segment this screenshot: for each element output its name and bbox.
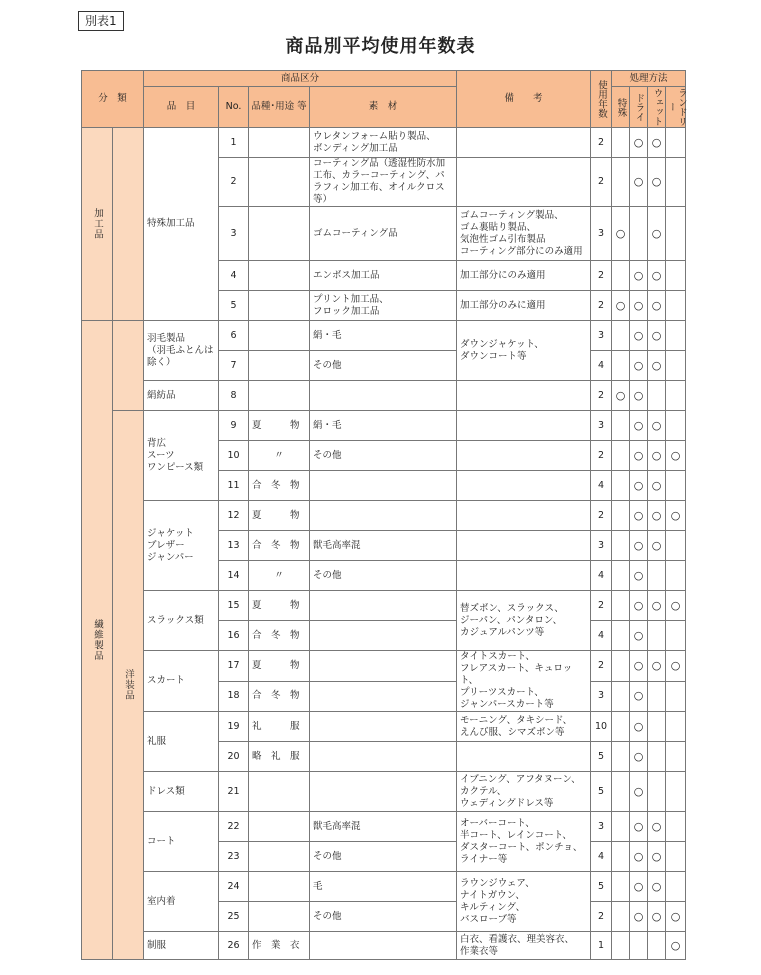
mark-laundry [666, 842, 686, 872]
number-cell: 26 [219, 932, 249, 960]
variety-cell [249, 128, 310, 158]
number-cell: 16 [219, 621, 249, 651]
remarks-cell: ゴムコーティング製品、 ゴム裏貼り製品、 気泡性ゴム引布製品 コーティング部分にのみ適用 [457, 207, 591, 261]
years-cell: 5 [591, 872, 612, 902]
remarks-cell: 替ズボン、スラックス、 ジーパン、パンタロン、 カジュアルパンツ等 [457, 591, 591, 651]
header-wet-label: ウェット [651, 88, 663, 126]
mark-dry: ○ [630, 321, 648, 351]
variety-cell: 夏 物 [249, 591, 310, 621]
table-row [82, 591, 686, 621]
mark-dry: ○ [630, 351, 648, 381]
mark-wet: ○ [648, 261, 666, 291]
years-cell: 3 [591, 681, 612, 712]
mark-dry: ○ [630, 411, 648, 441]
material-cell: ウレタンフォーム貼り製品、 ボンディング加工品 [310, 128, 457, 158]
mark-laundry [666, 291, 686, 321]
mark-dry: ○ [630, 742, 648, 772]
mark-dry: ○ [630, 501, 648, 531]
variety-cell: 〃 [249, 561, 310, 591]
number-cell: 18 [219, 681, 249, 712]
mark-wet [648, 932, 666, 960]
variety-cell: 作 業 衣 [249, 932, 310, 960]
years-cell: 5 [591, 772, 612, 812]
mark-special [612, 441, 630, 471]
mark-special: ○ [612, 207, 630, 261]
material-cell: ゴムコーティング品 [310, 207, 457, 261]
remarks-cell: 白衣、看護衣、理美容衣、 作業衣等 [457, 932, 591, 960]
variety-cell [249, 381, 310, 411]
number-cell: 22 [219, 812, 249, 842]
remarks-cell [457, 381, 591, 411]
years-cell: 2 [591, 291, 612, 321]
mark-dry: ○ [630, 842, 648, 872]
mark-dry: ○ [630, 812, 648, 842]
mark-wet [648, 772, 666, 812]
category-label: 加工品 [92, 208, 103, 240]
years-cell: 5 [591, 742, 612, 772]
header-material: 素 材 [310, 87, 457, 128]
material-cell [310, 651, 457, 682]
mark-dry: ○ [630, 128, 648, 158]
table-row [82, 712, 686, 742]
mark-laundry [666, 812, 686, 842]
mark-wet: ○ [648, 842, 666, 872]
mark-wet: ○ [648, 872, 666, 902]
years-cell: 4 [591, 621, 612, 651]
mark-special [612, 501, 630, 531]
material-cell: 絹・毛 [310, 411, 457, 441]
mark-special [612, 842, 630, 872]
number-cell: 10 [219, 441, 249, 471]
remarks-cell [457, 128, 591, 158]
remarks-cell [457, 531, 591, 561]
mark-special [612, 651, 630, 682]
header-dry [630, 87, 648, 128]
years-cell: 2 [591, 591, 612, 621]
mark-special [612, 872, 630, 902]
header-product-division: 商品区分 [144, 71, 457, 87]
mark-laundry [666, 712, 686, 742]
mark-wet: ○ [648, 207, 666, 261]
mark-laundry: ○ [666, 651, 686, 682]
years-cell: 2 [591, 381, 612, 411]
years-cell: 3 [591, 812, 612, 842]
remarks-cell: モーニング、タキシード、 えんび服、シマズボン等 [457, 712, 591, 742]
variety-cell [249, 872, 310, 902]
mark-dry: ○ [630, 291, 648, 321]
item-cell: コート [144, 812, 219, 872]
mark-special: ○ [612, 381, 630, 411]
header-treatment: 処理方法 [612, 71, 686, 87]
variety-cell [249, 902, 310, 932]
variety-cell [249, 321, 310, 351]
number-cell: 13 [219, 531, 249, 561]
number-cell: 17 [219, 651, 249, 682]
mark-laundry [666, 207, 686, 261]
remarks-cell [457, 411, 591, 441]
material-cell: その他 [310, 842, 457, 872]
mark-wet [648, 381, 666, 411]
number-cell: 6 [219, 321, 249, 351]
mark-dry: ○ [630, 471, 648, 501]
header-remarks: 備 考 [457, 71, 591, 128]
header-years-label: 使用年数 [596, 80, 608, 118]
mark-laundry [666, 261, 686, 291]
material-cell: 毛 [310, 872, 457, 902]
mark-dry: ○ [630, 902, 648, 932]
mark-dry: ○ [630, 591, 648, 621]
variety-cell [249, 351, 310, 381]
table-row [82, 812, 686, 842]
item-cell: 制服 [144, 932, 219, 960]
material-cell: プリント加工品、 フロック加工品 [310, 291, 457, 321]
mark-wet: ○ [648, 128, 666, 158]
item-cell: 特殊加工品 [144, 128, 219, 321]
variety-cell: 夏 物 [249, 411, 310, 441]
header-classification: 分 類 [82, 71, 144, 128]
item-cell: 礼服 [144, 712, 219, 772]
mark-special [612, 812, 630, 842]
table-row [82, 872, 686, 902]
material-cell [310, 772, 457, 812]
number-cell: 15 [219, 591, 249, 621]
item-cell: スカート [144, 651, 219, 712]
material-cell: 絹・毛 [310, 321, 457, 351]
mark-wet: ○ [648, 411, 666, 441]
number-cell: 1 [219, 128, 249, 158]
table-body [82, 128, 686, 960]
mark-dry: ○ [630, 531, 648, 561]
mark-laundry: ○ [666, 932, 686, 960]
number-cell: 19 [219, 712, 249, 742]
mark-special [612, 158, 630, 207]
mark-dry: ○ [630, 381, 648, 411]
mark-wet [648, 621, 666, 651]
mark-wet [648, 681, 666, 712]
mark-laundry [666, 531, 686, 561]
average-usage-years-table [81, 70, 686, 960]
remarks-cell: イブニング、アフタヌーン、 カクテル、 ウェディングドレス等 [457, 772, 591, 812]
number-cell: 14 [219, 561, 249, 591]
remarks-cell [457, 742, 591, 772]
mark-wet: ○ [648, 291, 666, 321]
mark-special [612, 351, 630, 381]
mark-wet: ○ [648, 471, 666, 501]
mark-laundry [666, 471, 686, 501]
mark-special [612, 712, 630, 742]
mark-laundry [666, 158, 686, 207]
mark-special: ○ [612, 291, 630, 321]
number-cell: 21 [219, 772, 249, 812]
years-cell: 3 [591, 207, 612, 261]
mark-dry: ○ [630, 712, 648, 742]
years-cell: 2 [591, 501, 612, 531]
years-cell: 4 [591, 471, 612, 501]
item-cell: スラックス類 [144, 591, 219, 651]
mark-special [612, 902, 630, 932]
header-dry-label: ドライ [633, 92, 645, 122]
mark-wet: ○ [648, 501, 666, 531]
header-wet [648, 87, 666, 128]
variety-cell: 合 冬 物 [249, 681, 310, 712]
variety-cell [249, 207, 310, 261]
number-cell: 2 [219, 158, 249, 207]
mark-special [612, 681, 630, 712]
material-cell: コーティング品（透湿性防水加工布、カラーコーティング、パラフィン加工布、オイルクロス等） [310, 158, 457, 207]
variety-cell [249, 158, 310, 207]
years-cell: 2 [591, 441, 612, 471]
years-cell: 4 [591, 351, 612, 381]
header-special [612, 87, 630, 128]
material-cell: その他 [310, 351, 457, 381]
variety-cell: 夏 物 [249, 501, 310, 531]
years-cell: 3 [591, 321, 612, 351]
variety-cell [249, 842, 310, 872]
category-cell-cat2 [113, 321, 144, 411]
remarks-cell: ダウンジャケット、 ダウンコート等 [457, 321, 591, 381]
header-no: No. [219, 87, 249, 128]
header-special-label: 特殊 [615, 97, 627, 117]
mark-dry: ○ [630, 681, 648, 712]
remarks-cell [457, 561, 591, 591]
mark-laundry [666, 351, 686, 381]
material-cell: その他 [310, 902, 457, 932]
mark-laundry [666, 742, 686, 772]
header-variety: 品種･用途 等 [249, 87, 310, 128]
mark-laundry [666, 411, 686, 441]
remarks-cell: 加工部分にのみ適用 [457, 261, 591, 291]
mark-wet: ○ [648, 351, 666, 381]
material-cell [310, 712, 457, 742]
material-cell: その他 [310, 441, 457, 471]
category-label: 繊維製品 [92, 619, 103, 661]
number-cell: 12 [219, 501, 249, 531]
page-title: 商品別平均使用年数表 [285, 36, 476, 57]
material-cell [310, 381, 457, 411]
number-cell: 5 [219, 291, 249, 321]
table-row [82, 321, 686, 351]
variety-cell: 合 冬 物 [249, 621, 310, 651]
table-row [82, 501, 686, 531]
number-cell: 24 [219, 872, 249, 902]
years-cell: 2 [591, 158, 612, 207]
mark-laundry: ○ [666, 501, 686, 531]
years-cell: 2 [591, 902, 612, 932]
header-laundry [666, 87, 686, 128]
mark-dry: ○ [630, 158, 648, 207]
mark-dry [630, 932, 648, 960]
header-item: 品 目 [144, 87, 219, 128]
mark-dry: ○ [630, 651, 648, 682]
years-cell: 4 [591, 561, 612, 591]
mark-special [612, 561, 630, 591]
years-cell: 4 [591, 842, 612, 872]
mark-dry: ○ [630, 772, 648, 812]
mark-special [612, 411, 630, 441]
variety-cell: 略 礼 服 [249, 742, 310, 772]
mark-wet: ○ [648, 902, 666, 932]
years-cell: 3 [591, 411, 612, 441]
variety-cell [249, 261, 310, 291]
mark-laundry [666, 321, 686, 351]
mark-laundry: ○ [666, 441, 686, 471]
mark-laundry [666, 128, 686, 158]
years-cell: 10 [591, 712, 612, 742]
number-cell: 8 [219, 381, 249, 411]
header-years [591, 71, 612, 128]
remarks-cell: オーバーコート、 半コート、レインコート、 ダスターコート、ポンチョ、 ライナー等 [457, 812, 591, 872]
mark-dry: ○ [630, 621, 648, 651]
years-cell: 3 [591, 531, 612, 561]
material-cell [310, 591, 457, 621]
mark-wet: ○ [648, 321, 666, 351]
mark-dry: ○ [630, 872, 648, 902]
remarks-cell [457, 158, 591, 207]
mark-wet: ○ [648, 591, 666, 621]
years-cell: 2 [591, 128, 612, 158]
mark-special [612, 621, 630, 651]
mark-laundry [666, 772, 686, 812]
material-cell: その他 [310, 561, 457, 591]
doc-tag: 別表1 [78, 11, 124, 31]
mark-wet: ○ [648, 158, 666, 207]
mark-special [612, 321, 630, 351]
number-cell: 4 [219, 261, 249, 291]
variety-cell [249, 812, 310, 842]
material-cell [310, 681, 457, 712]
mark-wet [648, 712, 666, 742]
material-cell: 獣毛高率混 [310, 531, 457, 561]
mark-special [612, 261, 630, 291]
number-cell: 3 [219, 207, 249, 261]
mark-laundry: ○ [666, 591, 686, 621]
remarks-cell [457, 471, 591, 501]
mark-laundry [666, 621, 686, 651]
mark-special [612, 742, 630, 772]
years-cell: 1 [591, 932, 612, 960]
item-cell: ドレス類 [144, 772, 219, 812]
mark-special [612, 471, 630, 501]
category-label: 洋装品 [123, 669, 134, 701]
variety-cell [249, 291, 310, 321]
mark-dry [630, 207, 648, 261]
material-cell [310, 471, 457, 501]
table-row [82, 128, 686, 158]
variety-cell: 〃 [249, 441, 310, 471]
table-row [82, 932, 686, 960]
number-cell: 7 [219, 351, 249, 381]
category-cell-cat1 [82, 321, 113, 960]
remarks-cell: ラウンジウェア、 ナイトガウン、 キルティング、 バスローブ等 [457, 872, 591, 932]
mark-wet: ○ [648, 531, 666, 561]
mark-special [612, 128, 630, 158]
material-cell: 獣毛高率混 [310, 812, 457, 842]
item-cell: 羽毛製品 （羽毛ふとんは 除く） [144, 321, 219, 381]
material-cell [310, 621, 457, 651]
number-cell: 20 [219, 742, 249, 772]
mark-laundry [666, 681, 686, 712]
mark-dry: ○ [630, 261, 648, 291]
item-cell: 室内着 [144, 872, 219, 932]
mark-dry: ○ [630, 561, 648, 591]
variety-cell: 礼 服 [249, 712, 310, 742]
category-cell-cat2 [113, 128, 144, 321]
mark-wet: ○ [648, 812, 666, 842]
table-row [82, 411, 686, 441]
mark-laundry [666, 872, 686, 902]
category-cell-cat1 [82, 128, 113, 321]
material-cell [310, 742, 457, 772]
table-row [82, 381, 686, 411]
table-row [82, 772, 686, 812]
mark-laundry [666, 381, 686, 411]
number-cell: 11 [219, 471, 249, 501]
material-cell [310, 501, 457, 531]
mark-special [612, 591, 630, 621]
table-row [82, 651, 686, 682]
remarks-cell [457, 441, 591, 471]
number-cell: 25 [219, 902, 249, 932]
material-cell: エンボス加工品 [310, 261, 457, 291]
mark-wet: ○ [648, 441, 666, 471]
variety-cell: 夏 物 [249, 651, 310, 682]
remarks-cell [457, 501, 591, 531]
header-laundry-label: ランドリー [666, 88, 688, 126]
years-cell: 2 [591, 651, 612, 682]
mark-special [612, 932, 630, 960]
variety-cell: 合 冬 物 [249, 471, 310, 501]
material-cell [310, 932, 457, 960]
mark-wet [648, 742, 666, 772]
mark-wet [648, 561, 666, 591]
item-cell: 背広 スーツ ワンピース類 [144, 411, 219, 501]
number-cell: 9 [219, 411, 249, 441]
years-cell: 2 [591, 261, 612, 291]
mark-wet: ○ [648, 651, 666, 682]
item-cell: ジャケット ブレザー ジャンパー [144, 501, 219, 591]
mark-special [612, 531, 630, 561]
mark-dry: ○ [630, 441, 648, 471]
variety-cell: 合 冬 物 [249, 531, 310, 561]
mark-special [612, 772, 630, 812]
number-cell: 23 [219, 842, 249, 872]
remarks-cell: 加工部分のみに適用 [457, 291, 591, 321]
mark-laundry [666, 561, 686, 591]
variety-cell [249, 772, 310, 812]
remarks-cell: タイトスカート、 フレアスカート、キュロット、 プリーツスカート、 ジャンパースカート等 [457, 651, 591, 712]
category-cell-cat2 [113, 411, 144, 960]
item-cell: 絹紡品 [144, 381, 219, 411]
mark-laundry: ○ [666, 902, 686, 932]
